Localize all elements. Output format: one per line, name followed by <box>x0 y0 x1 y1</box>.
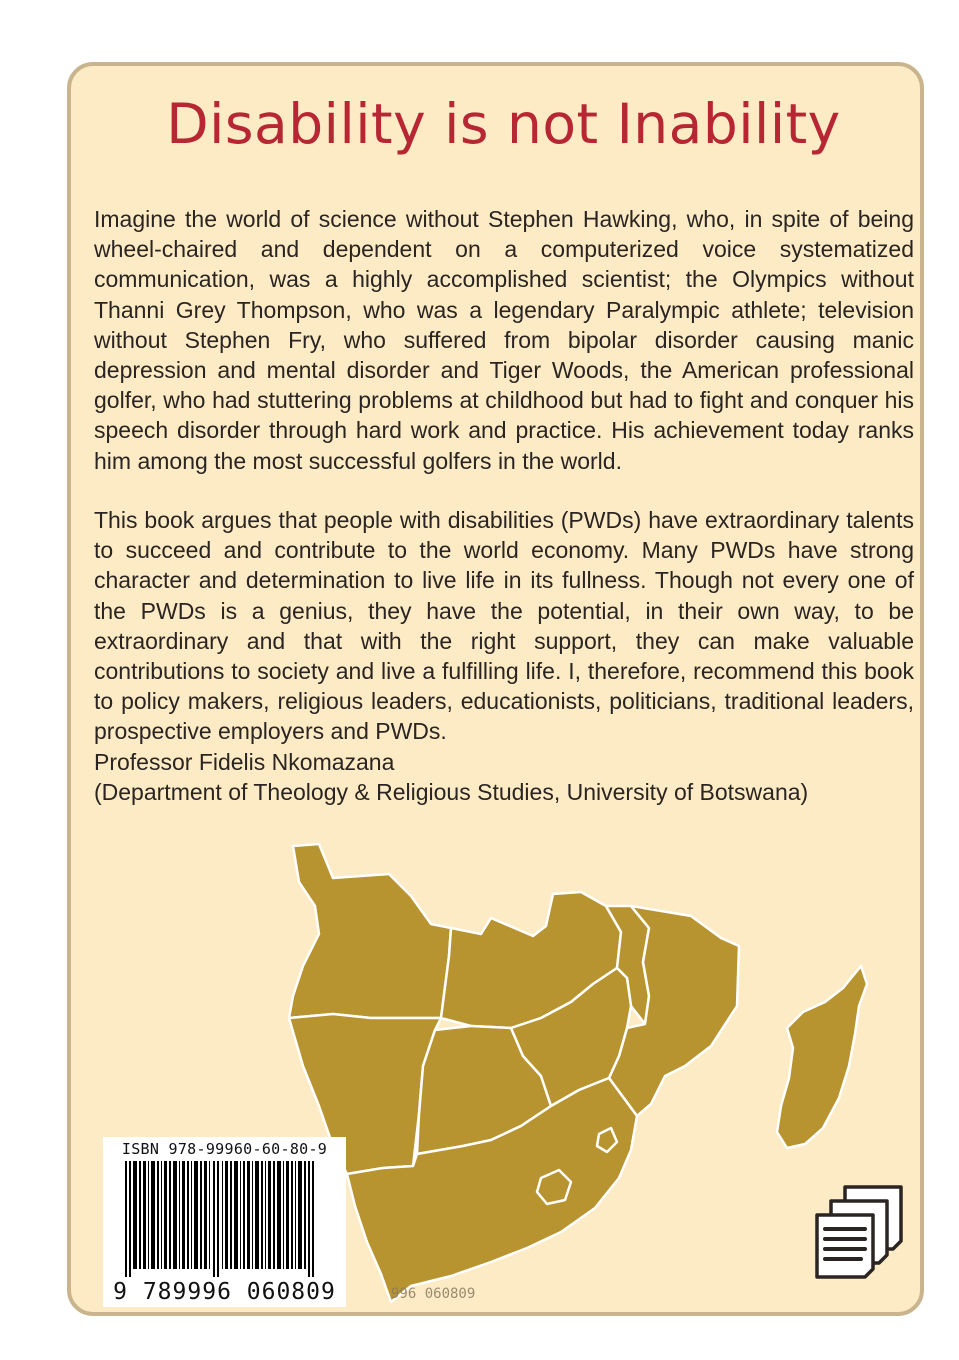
isbn-number: 9 789996 060809 <box>113 1279 336 1305</box>
endorser-name: Professor Fidelis Nkomazana <box>94 749 395 775</box>
endorser-affiliation: (Department of Theology & Religious Studies, University of Botswana) <box>94 779 809 806</box>
stacked-documents-icon <box>809 1181 909 1281</box>
isbn-barcode <box>103 1137 346 1307</box>
barcode-bars-icon <box>125 1161 325 1277</box>
isbn-label: ISBN 978-99960-60-80-9 <box>121 1140 328 1158</box>
barcode-ghost-text: 996 060809 <box>391 1286 476 1302</box>
paragraph-intro: Imagine the world of science without Stephen Hawking, who, in spite of being wheel-chaired and dependent on a computerized voice systematized communication, was a highly accomplished scientist; the Olympics without Thanni Grey Thompson, who was a legendary Paralympic athlete; television without Stephen Fry, who suffered from bipolar disorder causing manic depression and mental disorder and Tiger Woods, the American professional golfer, who had stuttering problems at childhood but had to fight and conquer his speech disorder through hard work and practice. His achievement today ranks him among the most successful golfers in the world. <box>94 206 914 474</box>
map-region-madagascar <box>777 966 867 1148</box>
paragraph-argument: This book argues that people with disabilities (PWDs) have extraordinary talents to succeed and contribute to the world economy. Many PWDs have strong character and determination to live life in its fullness. Though not every one of the PWDs is a genius, they have the potential, in their own way, to be extraordinary and that with the right support, they can make valuable contributions to society and live a fulfilling life. I, therefore, recommend this book to policy makers, religious leaders, educationists, politicians, traditional leaders, prospective employers and PWDs. <box>94 507 914 745</box>
cover-panel <box>67 62 924 1316</box>
map-region-angola <box>289 844 451 1018</box>
book-title: Disability is not Inability <box>166 92 841 156</box>
southern-africa-map-icon <box>71 66 924 1316</box>
